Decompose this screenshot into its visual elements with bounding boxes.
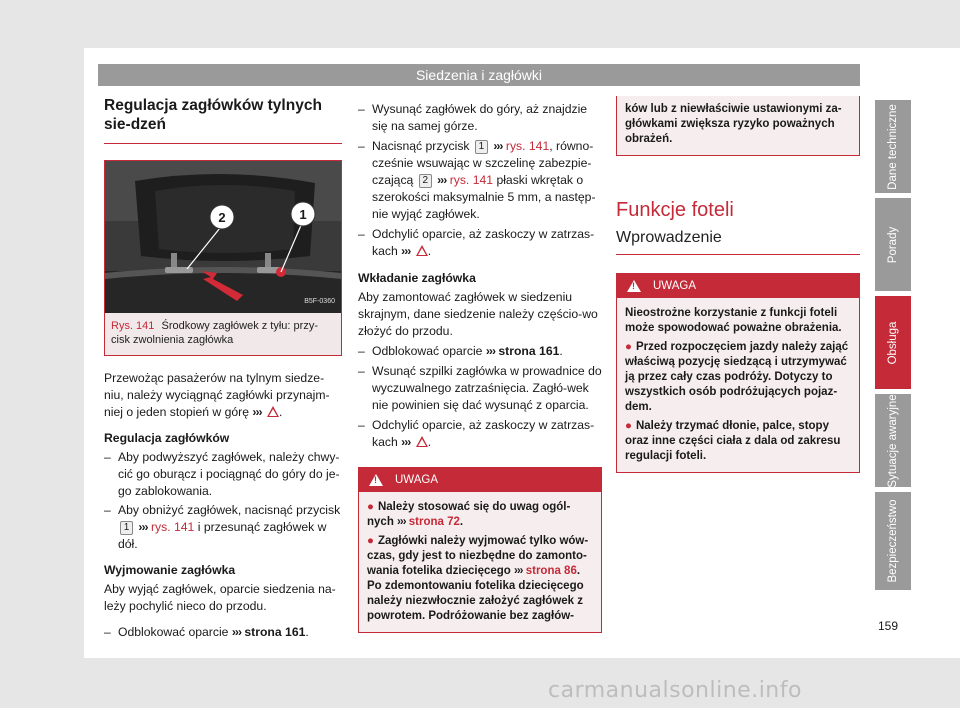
warning-item: ● Zagłówki należy wyjmować tylko wów-czas, gdy jest to niezbędne do zamonto-wania fotelika dziecięcego ››› strona 86. Po zdemontowaniu fotelika dziecięcego należy niezwłocznie założyć zagłówek z powrotem. Podróżowanie bez zagłów- xyxy=(367,535,589,622)
subhead-remove: Wyjmowanie zagłówka xyxy=(104,563,236,577)
figure-link[interactable]: rys. 141 xyxy=(150,520,195,534)
list-item: – Aby podwyższyć zagłówek, należy chwy-cić go oburącz i pociągnąć do góry do je-go zablokowania. xyxy=(104,449,342,500)
figure-caption xyxy=(105,313,341,355)
tab-sytuacje-awaryjne[interactable]: Sytuacje awaryjne xyxy=(875,394,911,487)
figure-141 xyxy=(104,160,342,356)
list-item: – Aby obniżyć zagłówek, nacisnąć przycisk 1 ››› rys. 141 i przesunąć zagłówek w dół. xyxy=(104,502,342,553)
section-header: Siedzenia i zagłówki xyxy=(98,64,860,86)
tab-porady[interactable]: Porady xyxy=(875,198,911,291)
insert-paragraph: Aby zamontować zagłówek w siedzeniu skrajnym, dane siedzenie należy częścio-wo złożyć do przodu. xyxy=(358,290,598,338)
callout-2: 2 xyxy=(218,210,226,225)
tab-obsluga[interactable]: Obsługa xyxy=(875,296,911,389)
caption-ref: Rys. 141 xyxy=(111,320,155,332)
section-title-intro: Wprowadzenie xyxy=(616,229,860,255)
figure-link[interactable]: rys. 141 xyxy=(505,139,550,153)
button-number-1: 1 xyxy=(475,140,488,154)
page-link[interactable]: strona 161 xyxy=(498,344,560,358)
list-item: – Wsunąć szpilki zagłówka w prowadnice do wyczuwalnego zatrzaśnięcia. Zagłó-wek nie powinien się dać wysunąć z oparcia. xyxy=(358,363,602,414)
figure-link[interactable]: rys. 141 xyxy=(449,173,494,187)
column-middle xyxy=(358,101,602,633)
slot-number-2: 2 xyxy=(419,174,432,188)
warning-header: ! UWAGA xyxy=(617,274,859,298)
list-item: – Wysunąć zagłówek do góry, aż znajdzie się na samej górze. xyxy=(358,101,602,135)
warning-header: ! UWAGA xyxy=(359,468,601,492)
tab-bezpieczenstwo[interactable]: Bezpieczeństwo xyxy=(875,492,911,590)
subhead-adjust: Regulacja zagłówków xyxy=(104,431,230,445)
warning-continuation: ków lub z niewłaściwie ustawionymi za-główkami zwiększa ryzyko poważnych obrażeń. xyxy=(616,96,860,156)
list-item: – Odblokować oparcie ››› strona 161. xyxy=(358,343,602,360)
remove-paragraph: Aby wyjąć zagłówek, oparcie siedzenia na-leży pochylić nieco do przodu. xyxy=(104,582,336,613)
column-left xyxy=(104,96,342,643)
warning-item: ● Należy stosować się do uwag ogól-nych ››› strona 72. xyxy=(367,501,571,528)
warning-intro: Nieostrożne korzystanie z funkcji foteli może spowodować poważne obrażenia. xyxy=(625,307,842,334)
warning-icon xyxy=(369,474,383,486)
warning-item: ● Przed rozpoczęciem jazdy należy zająć właściwą pozycję siedzącą i utrzymywać ją przez cały czas podróży. Dotyczy to wszystkich osób podróżujących pojaz-dem. xyxy=(625,341,849,413)
watermark: carmanualsonline.info xyxy=(548,678,802,703)
page-link[interactable]: strona 161 xyxy=(244,625,306,639)
headrest-illustration xyxy=(105,161,341,313)
warning-body xyxy=(617,298,859,472)
page-link[interactable]: strona 86 xyxy=(525,565,577,577)
callout-1: 1 xyxy=(299,207,307,222)
warning-triangle-icon xyxy=(267,406,279,417)
list-item: – Odchylić oparcie, aż zaskoczy w zatrzas-kach ››› . xyxy=(358,417,602,451)
warning-icon xyxy=(627,280,641,292)
tab-dane-techniczne[interactable]: Dane techniczne xyxy=(875,100,911,193)
subhead-insert: Wkładanie zagłówka xyxy=(358,271,476,285)
warning-triangle-icon xyxy=(416,436,428,447)
list-item: – Odblokować oparcie ››› strona 161. xyxy=(104,624,342,641)
warning-item: ● Należy trzymać dłonie, palce, stopy oraz inne części ciała z dala od zakresu regulacji foteli. xyxy=(625,420,841,462)
list-item: – Odchylić oparcie, aż zaskoczy w zatrzas-kach ››› . xyxy=(358,226,602,260)
figure-code: B5F-0360 xyxy=(304,298,335,305)
list-item: – Nacisnąć przycisk 1 ››› rys. 141, równo-cześnie wsuwając w szczelinę zabezpie-czającą 2 ››› rys. 141 płaski wkrętak o szerokości maksymalnie 5 mm, a następ-nie wyjąć zagłówek. xyxy=(358,138,602,223)
page-link[interactable]: strona 72 xyxy=(408,516,460,528)
button-number-1: 1 xyxy=(120,521,133,535)
caption-text: Środkowy zagłówek z tyłu: przy-cisk zwolnienia zagłówka xyxy=(111,320,318,346)
warning-body xyxy=(359,492,601,632)
warning-box xyxy=(358,467,602,633)
intro-paragraph: Przewożąc pasażerów na tylnym siedze-niu, należy wyciągnąć zagłówki przynajm-niej o jeden stopień w górę ››› . xyxy=(104,371,330,419)
headrest-photo xyxy=(105,161,341,313)
warning-box xyxy=(616,273,860,473)
chapter-title: Funkcje foteli xyxy=(616,199,734,221)
page-number: 159 xyxy=(878,619,899,633)
section-title-rear-headrests: Regulacja zagłówków tylnych sie-dzeń xyxy=(104,96,342,144)
warning-triangle-icon xyxy=(416,245,428,256)
column-right xyxy=(616,96,860,473)
